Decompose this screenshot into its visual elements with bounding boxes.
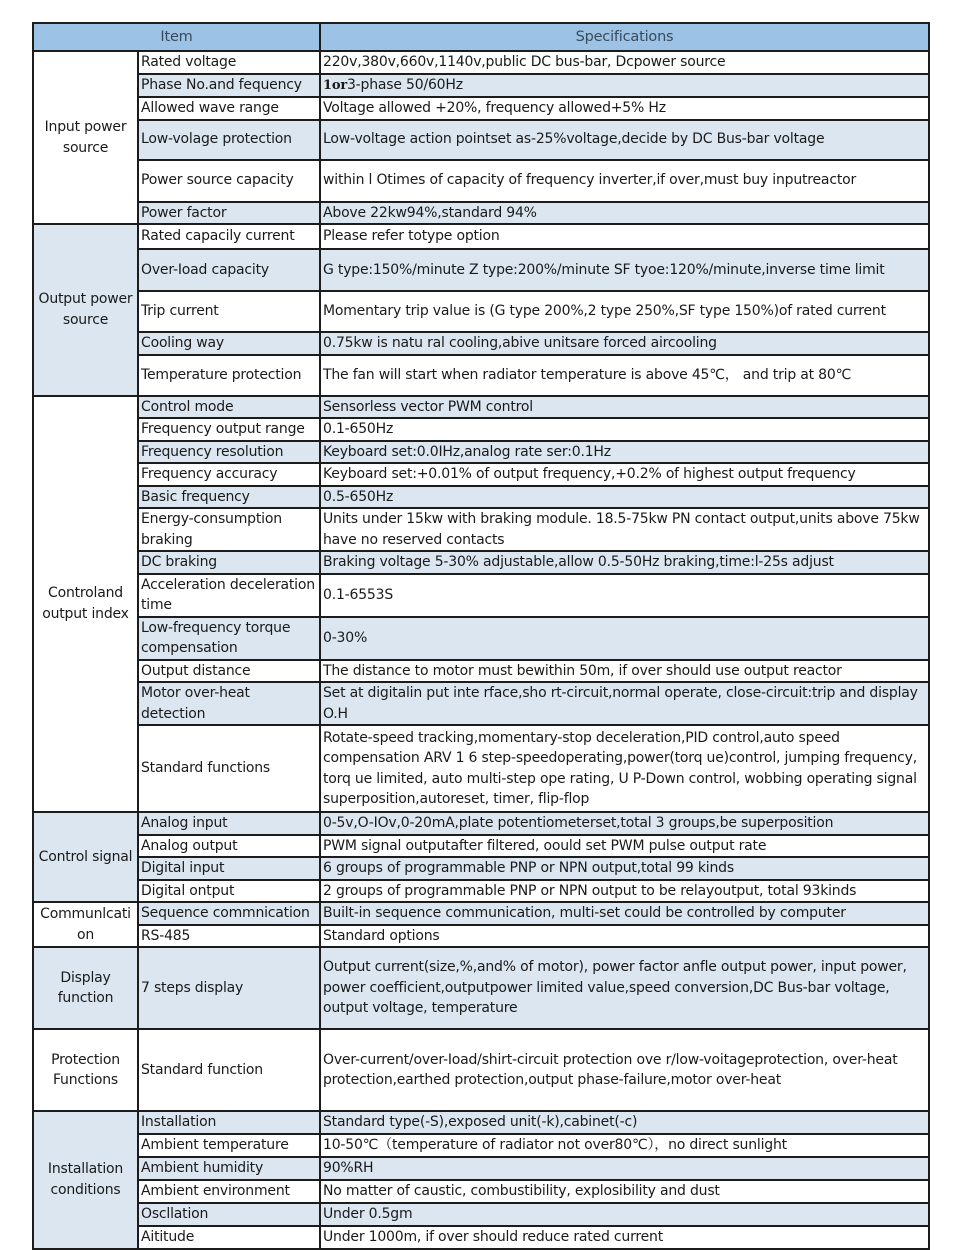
row-spec: Voltage allowed +20%, frequency allowed+5% Hz	[320, 97, 929, 120]
group-control-signal: Control signal	[33, 812, 138, 902]
row-spec: Keyboard set:+0.01% of output frequency,+0.2% of highest output frequency	[320, 463, 929, 486]
row-spec: 220v,380v,660v,1140v,public DC bus-bar, Dcpower source	[320, 51, 929, 74]
row-spec: 90%RH	[320, 1157, 929, 1180]
row-spec: Units under 15kw with braking module. 18.5-75kw PN contact output,units above 75kw have no reserved contacts	[320, 508, 929, 551]
table-header-row	[33, 23, 929, 51]
table-row	[33, 249, 929, 291]
row-item: Analog output	[138, 835, 320, 858]
group-display-function: Display function	[33, 947, 138, 1029]
row-item: Low-frequency torque compensation	[138, 617, 320, 660]
row-item: Phase No.and fequency	[138, 74, 320, 98]
table-row	[33, 51, 929, 74]
table-row	[33, 1157, 929, 1180]
row-spec: Over-current/over-Ioad/shirt-circuit protection ove r/low-voitageprotection, over-heat protection,earthed protection,output phase-failure,motor over-heat	[320, 1029, 929, 1111]
table-row	[33, 441, 929, 464]
table-row	[33, 660, 929, 683]
table-row	[33, 1203, 929, 1226]
row-item: Rated capacily current	[138, 224, 320, 249]
row-item: Temperature protection	[138, 355, 320, 396]
row-spec: 0.75kw is natu ral cooling,abive unitsare forced aircooling	[320, 332, 929, 355]
row-spec: Standard options	[320, 925, 929, 948]
row-item: Acceleration deceleration time	[138, 574, 320, 617]
row-item: Low-volage protection	[138, 120, 320, 160]
row-item: Ambient humidity	[138, 1157, 320, 1180]
row-spec: within l Otimes of capacity of frequency inverter,if over,must buy inputreactor	[320, 160, 929, 202]
table-row	[33, 291, 929, 332]
table-row	[33, 97, 929, 120]
row-item: Cooling way	[138, 332, 320, 355]
row-spec: The distance to motor must bewithin 50m, if over should use output reactor	[320, 660, 929, 683]
row-item: RS-485	[138, 925, 320, 948]
table-row	[33, 947, 929, 1029]
table-row	[33, 617, 929, 660]
specifications-table	[32, 22, 930, 1250]
table-row	[33, 508, 929, 551]
row-spec: The fan will start when radiator temperature is above 45℃， and trip at 80℃	[320, 355, 929, 396]
group-communication: Communlcati on	[33, 902, 138, 947]
row-item: Control mode	[138, 396, 320, 419]
row-spec: Sensorless vector PWM control	[320, 396, 929, 419]
table-row	[33, 725, 929, 812]
row-spec: Output current(size,%,and% of motor), power factor anfle output power, input power, power coefficient,outputpower limited value,speed conversion,DC Bus-bar voltage, output voltage, temperature	[320, 947, 929, 1029]
group-input-power-source: Input power source	[33, 51, 138, 224]
row-item: Output distance	[138, 660, 320, 683]
table-row	[33, 682, 929, 725]
row-spec: Braking voltage 5-30% adjustable,allow 0.5-50Hz braking,time:l-25s adjust	[320, 551, 929, 574]
table-row	[33, 835, 929, 858]
row-item: Power source capacity	[138, 160, 320, 202]
row-spec: PWM signal outputafter filtered, oould set PWM pulse output rate	[320, 835, 929, 858]
table-row	[33, 396, 929, 419]
row-spec: G type:150%/minute Z type:200%/minute SF tyoe:120%/minute,inverse time limit	[320, 249, 929, 291]
row-item: Energy-consumption braking	[138, 508, 320, 551]
row-item: Digital input	[138, 857, 320, 880]
row-item: Frequency accuracy	[138, 463, 320, 486]
row-item: Installation	[138, 1111, 320, 1134]
row-spec: Above 22kw94%,standard 94%	[320, 202, 929, 225]
row-item: Motor over-heat detection	[138, 682, 320, 725]
row-item: Ambient temperature	[138, 1134, 320, 1157]
row-spec: 0.5-650Hz	[320, 486, 929, 509]
row-item: Digital ontput	[138, 880, 320, 903]
row-spec: 2 groups of programmable PNP or NPN output to be relayoutput, total 93kinds	[320, 880, 929, 903]
row-item: Power factor	[138, 202, 320, 225]
table-row	[33, 880, 929, 903]
table-row	[33, 1029, 929, 1111]
table-row	[33, 355, 929, 396]
group-output-power-source: Output power source	[33, 224, 138, 396]
table-row	[33, 1180, 929, 1203]
row-spec: No matter of caustic, combustibility, explosibility and dust	[320, 1180, 929, 1203]
row-item: Standard function	[138, 1029, 320, 1111]
row-item: Allowed wave range	[138, 97, 320, 120]
table-row	[33, 574, 929, 617]
table-row	[33, 74, 929, 98]
table-row	[33, 120, 929, 160]
row-spec: Built-in sequence communication, multi-set could be controlled by computer	[320, 902, 929, 925]
table-row	[33, 418, 929, 441]
table-row	[33, 857, 929, 880]
row-spec: 0-30%	[320, 617, 929, 660]
row-spec: Set at digitalin put inte rface,sho rt-circuit,normal operate, close-circuit:trip and display O.H	[320, 682, 929, 725]
group-installation-conditions: Installation conditions	[33, 1111, 138, 1249]
header-specifications: Specifications	[320, 23, 929, 51]
header-item: Item	[33, 23, 320, 51]
row-spec: Momentary trip value is (G type 200%,2 type 250%,SF type 150%)of rated current	[320, 291, 929, 332]
row-item: Basic frequency	[138, 486, 320, 509]
row-item: Frequency resolution	[138, 441, 320, 464]
row-item: Standard functions	[138, 725, 320, 812]
row-item: 7 steps display	[138, 947, 320, 1029]
group-control-output-index: Controland output index	[33, 396, 138, 813]
row-spec: Rotate-speed tracking,momentary-stop deceleration,PID control,auto speed compensation ARV 1 6 step-speedoperating,power(torq ue)control, jumping frequency, torq ue limited, auto multi-step ope rating, U P-Down control, wobbing operating signal superposition,autoreset, timer, flip-flop	[320, 725, 929, 812]
row-spec: 1or3-phase 50/60Hz	[320, 74, 929, 98]
row-spec: Keyboard set:0.0IHz,analog rate ser:0.1Hz	[320, 441, 929, 464]
row-spec: 0-5v,O-IOv,0-20mA,plate potentiometerset,total 3 groups,be superposition	[320, 812, 929, 835]
table-row	[33, 160, 929, 202]
row-spec: Standard type(-S),exposed unit(-k),cabinet(-c)	[320, 1111, 929, 1134]
row-spec: Under 0.5gm	[320, 1203, 929, 1226]
row-item: Aititude	[138, 1226, 320, 1249]
table-row	[33, 332, 929, 355]
row-item: Rated voltage	[138, 51, 320, 74]
row-spec: 6 groups of programmable PNP or NPN output,total 99 kinds	[320, 857, 929, 880]
row-spec: Under 1000m, if over should reduce rated current	[320, 1226, 929, 1249]
row-item: Oscllation	[138, 1203, 320, 1226]
row-item: Sequence commnication	[138, 902, 320, 925]
table-row	[33, 812, 929, 835]
table-row	[33, 1134, 929, 1157]
row-item: Over-Ioad capacity	[138, 249, 320, 291]
group-protection-functions: Protection Functions	[33, 1029, 138, 1111]
table-row	[33, 463, 929, 486]
row-item: DC braking	[138, 551, 320, 574]
row-spec: 0.1-6553S	[320, 574, 929, 617]
table-row	[33, 551, 929, 574]
row-item: Ambient environment	[138, 1180, 320, 1203]
table-row	[33, 202, 929, 225]
table-row	[33, 925, 929, 948]
table-row	[33, 902, 929, 925]
spec-prefix: 1or	[323, 77, 347, 93]
row-spec: Please refer totype option	[320, 224, 929, 249]
row-item: Analog input	[138, 812, 320, 835]
row-item: Frequency output range	[138, 418, 320, 441]
table-row	[33, 1111, 929, 1134]
table-row	[33, 486, 929, 509]
row-spec: Low-voltage action pointset as-25%voltage,decide by DC Bus-bar voltage	[320, 120, 929, 160]
row-item: Trip current	[138, 291, 320, 332]
table-row	[33, 1226, 929, 1249]
row-spec: 0.1-650Hz	[320, 418, 929, 441]
row-spec: 10-50℃（temperature of radiator not over80℃），no direct sunlight	[320, 1134, 929, 1157]
table-row	[33, 224, 929, 249]
